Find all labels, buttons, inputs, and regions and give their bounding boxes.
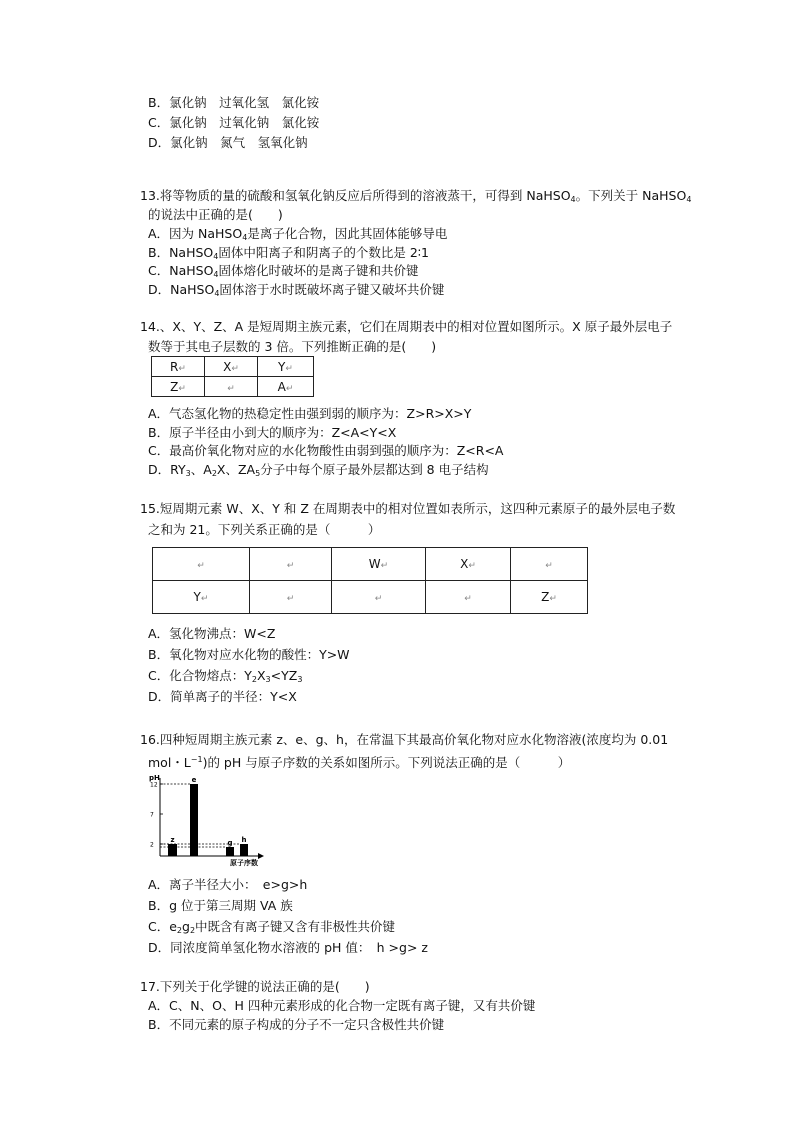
- q16-option-d: D．同浓度简单氢化物水溶液的 pH 值： h >g> z: [148, 940, 428, 955]
- q15-option-d: D．简单离子的半径：Y<X: [148, 689, 297, 704]
- q16-stem-line1: 16.四种短周期主族元素 z、e、g、h，在常温下其最高价氧化物对应水化物溶液(浓度均为 0.01: [140, 732, 669, 747]
- q14-cell: ↵: [205, 377, 258, 397]
- q15-cell: ↵: [511, 548, 588, 581]
- bar-label-h: h: [241, 836, 247, 844]
- q15-cell: ↵: [153, 548, 250, 581]
- y-tick-label: 12: [150, 781, 158, 789]
- q15-cell: Z↵: [511, 581, 588, 614]
- q12-option-d: D．氯化钠 氮气 氢氧化钠: [148, 135, 308, 150]
- q13-option-a: A．因为 NaHSO$_4$是离子化合物，因此其固体能够导电: [148, 226, 448, 242]
- q14-option-a: A．气态氢化物的热稳定性由强到弱的顺序为：Z>R>X>Y: [148, 406, 472, 421]
- q16-option-b: B．g 位于第三周期 VA 族: [148, 898, 293, 913]
- q15-stem-line1: 15.短周期元素 W、X、Y 和 Z 在周期表中的相对位置如表所示，这四种元素原子的最外层电子数: [140, 501, 676, 516]
- bar-label-z: z: [170, 836, 175, 844]
- q15-cell: Y↵: [153, 581, 250, 614]
- q13-stem-line1: 13.将等物质的量的硫酸和氢氧化钠反应后所得到的溶液蒸干，可得到 NaHSO$_4$。下列关于 NaHSO$_4$: [140, 188, 692, 204]
- bar-z: [168, 844, 177, 856]
- q12-option-b: B．氯化钠 过氧化氢 氯化铵: [148, 95, 320, 110]
- q15-option-b: B．氧化物对应水化物的酸性：Y>W: [148, 647, 350, 662]
- q12-option-c: C．氯化钠 过氧化钠 氯化铵: [148, 115, 320, 130]
- q14-periodic-table: [151, 356, 314, 397]
- y-axis-label: pH: [149, 774, 160, 782]
- q15-option-a: A．氢化物沸点：W<Z: [148, 626, 276, 641]
- q14-cell: Y↵: [258, 357, 314, 377]
- q13-option-b: B．NaHSO$_4$固体中阳离子和阴离子的个数比是 2∶1: [148, 245, 429, 261]
- q14-option-c: C．最高价氧化物对应的水化物酸性由弱到强的顺序为：Z<R<A: [148, 443, 504, 458]
- ph-bar-chart: [148, 772, 278, 868]
- q14-cell: X↵: [205, 357, 258, 377]
- y-tick-label: 2: [150, 841, 154, 849]
- q16-stem-line2: mol・$L^{-1}$)的 pH 与原子序数的关系如图所示。下列说法正确的是（ ）: [148, 755, 571, 770]
- bar-h: [240, 844, 248, 856]
- q17-option-b: B．不同元素的原子构成的分子不一定只含极性共价键: [148, 1017, 445, 1032]
- q15-cell: X↵: [426, 548, 511, 581]
- q13-stem-line2: 的说法中正确的是( ): [148, 207, 283, 222]
- q13-option-c: C．NaHSO$_4$固体熔化时破坏的是离子键和共价键: [148, 263, 419, 279]
- q14-cell: R↵: [152, 357, 205, 377]
- q14-option-b: B．原子半径由小到大的顺序为：Z<A<Y<X: [148, 425, 397, 440]
- bar-label-e: e: [191, 776, 197, 784]
- q13-option-d: D．NaHSO$_4$固体溶于水时既破坏离子键又破坏共价键: [148, 282, 445, 298]
- x-axis-arrow: [258, 853, 264, 859]
- q14-option-d: D．$RY_3$、$A_2X$、$ZA_5$分子中每个原子最外层都达到 8 电子结构: [148, 462, 489, 478]
- q14-stem-line1: 14.、X、Y、Z、A 是短周期主族元素，它们在周期表中的相对位置如图所示。X 原子最外层电子: [140, 319, 673, 334]
- q14-cell: A↵: [258, 377, 314, 397]
- q14-cell: Z↵: [152, 377, 205, 397]
- q15-cell: W↵: [332, 548, 426, 581]
- q15-option-c: C．化合物熔点：$Y_2X_3<YZ_3$: [148, 668, 303, 684]
- q15-cell: ↵: [332, 581, 426, 614]
- x-axis-label: 原子序数: [230, 859, 258, 867]
- q15-cell: ↵: [250, 581, 332, 614]
- q17-stem: 17.下列关于化学键的说法正确的是( ): [140, 979, 370, 994]
- q16-option-a: A．离子半径大小： e>g>h: [148, 877, 308, 892]
- q15-stem-line2: 之和为 21。下列关系正确的是（ ）: [148, 522, 381, 537]
- bar-label-g: g: [227, 839, 233, 847]
- q17-option-a: A．C、N、O、H 四种元素形成的化合物一定既有离子键，又有共价键: [148, 998, 536, 1013]
- q15-cell: ↵: [426, 581, 511, 614]
- q14-stem-line2: 数等于其电子层数的 3 倍。下列推断正确的是( ): [148, 339, 437, 354]
- bar-e: [190, 784, 198, 856]
- y-tick-label: 7: [150, 811, 154, 819]
- q15-periodic-table: [152, 547, 588, 614]
- q15-cell: ↵: [250, 548, 332, 581]
- q16-option-c: C．$e_2g_2$中既含有离子键又含有非极性共价键: [148, 919, 396, 935]
- bar-g: [226, 847, 234, 856]
